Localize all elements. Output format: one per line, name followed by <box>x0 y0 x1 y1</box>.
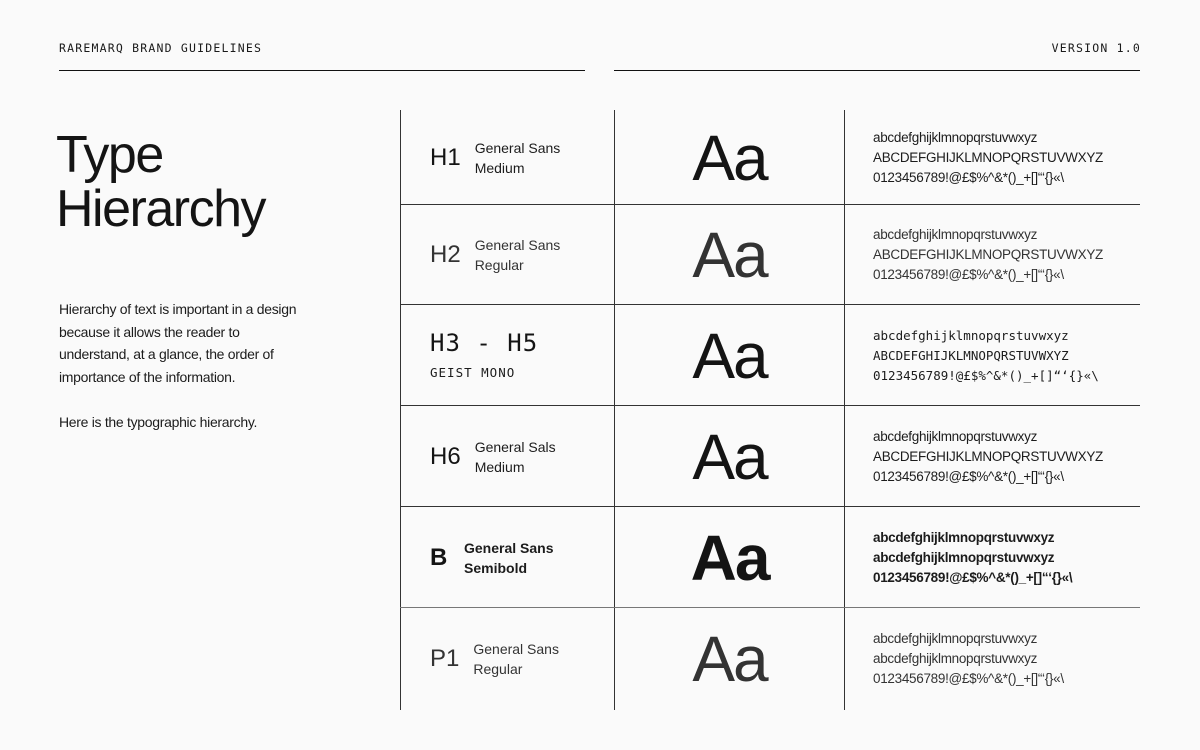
glyph-sample: Aa <box>692 420 767 493</box>
chars-lowercase: abcdefghijklmnopqrstuvwxyz <box>873 651 1038 666</box>
font-family: General Sals <box>474 438 556 455</box>
chars-lowercase: abcdefghijklmnopqrstuvwxyz <box>873 631 1038 646</box>
table-row-h2 <box>400 205 1140 305</box>
font-weight: Regular <box>473 661 523 677</box>
character-set <box>873 305 1099 406</box>
style-label-cell <box>430 305 552 406</box>
font-family: General Sans <box>474 237 561 253</box>
character-set <box>873 205 1103 305</box>
chars-lowercase: abcdefghijklmnopqrstuvwxyz <box>873 549 1055 565</box>
chars-lowercase: abcdefghijklmnopqrstuvwxyz <box>873 129 1038 145</box>
character-set <box>873 507 1072 608</box>
character-set <box>873 608 1064 710</box>
style-code: B <box>430 543 448 571</box>
chars-numerals-symbols: 0123456789!@£$%^&*()_+[]“‘{}«\ <box>873 468 1064 484</box>
style-label-cell <box>430 205 560 305</box>
chars-numerals-symbols: 0123456789!@£$%^&*()_+[]“‘{}«\ <box>873 169 1064 185</box>
table-row-h6 <box>400 406 1140 507</box>
font-weight: Regular <box>474 257 524 273</box>
font-name <box>464 538 554 578</box>
character-set <box>873 110 1103 205</box>
chars-numerals-symbols: 0123456789!@£$%^&*()_+[]“‘{}«\ <box>873 569 1073 585</box>
table-row-h3-h5 <box>400 305 1140 406</box>
header-divider-left <box>59 70 585 71</box>
header-divider-right <box>614 70 1140 71</box>
font-weight: Medium <box>474 458 525 475</box>
chars-lowercase: abcdefghijklmnopqrstuvwxyz <box>873 529 1055 545</box>
chars-uppercase: ABCDEFGHIJKLMNOPQRSTUVWXYZ <box>873 247 1103 262</box>
chars-uppercase: ABCDEFGHIJKLMNOPQRSTUVWXYZ <box>873 448 1103 464</box>
glyph-sample: Aa <box>692 121 767 194</box>
chars-numerals-symbols: 0123456789!@£$%^&*()_+[]“‘{}«\ <box>873 367 1099 383</box>
font-family: General Sans <box>474 139 561 156</box>
brand-label: RAREMARQ BRAND GUIDELINES <box>59 41 263 55</box>
font-family: General Sans <box>464 539 554 556</box>
glyph-sample: Aa <box>692 319 767 392</box>
glyph-sample: Aa <box>690 521 769 594</box>
table-row-b <box>400 507 1140 608</box>
description-paragraph: Hierarchy of text is important in a design because it allows the reader to understand, at a glance, the order of importance of the information. <box>59 301 297 385</box>
description <box>59 298 309 457</box>
font-family: General Sans <box>473 641 559 657</box>
font-name <box>475 437 556 477</box>
table-row-h1 <box>400 110 1140 205</box>
table-row-p1 <box>400 608 1140 710</box>
chars-lowercase: abcdefghijklmnopqrstuvwxyz <box>873 327 1069 343</box>
character-set <box>873 406 1103 507</box>
font-name: GEIST MONO <box>430 364 516 380</box>
style-label-cell <box>430 507 554 608</box>
style-code: P1 <box>430 645 460 672</box>
chars-uppercase: ABCDEFGHIJKLMNOPQRSTUVWXYZ <box>873 347 1069 363</box>
glyph-sample: Aa <box>692 219 767 291</box>
style-label-cell <box>430 110 560 205</box>
chars-numerals-symbols: 0123456789!@£$%^&*()_+[]“‘{}«\ <box>873 671 1064 686</box>
font-name <box>475 235 561 275</box>
style-code: H6 <box>430 442 461 470</box>
version-label: VERSION 1.0 <box>1051 41 1141 55</box>
style-code: H2 <box>430 241 461 268</box>
font-name <box>475 138 561 178</box>
chars-numerals-symbols: 0123456789!@£$%^&*()_+[]“‘{}«\ <box>873 267 1064 282</box>
style-code: H3 - H5 <box>430 328 539 357</box>
style-label-cell <box>430 406 556 507</box>
font-weight: Medium <box>474 159 525 176</box>
chars-lowercase: abcdefghijklmnopqrstuvwxyz <box>873 428 1038 444</box>
title-line-1: Type <box>56 126 163 184</box>
chars-uppercase: ABCDEFGHIJKLMNOPQRSTUVWXYZ <box>873 149 1103 165</box>
style-label-cell <box>430 608 559 710</box>
description-paragraph: Here is the typographic hierarchy. <box>59 414 258 430</box>
type-hierarchy-table <box>400 110 1140 710</box>
chars-lowercase: abcdefghijklmnopqrstuvwxyz <box>873 227 1038 242</box>
glyph-sample: Aa <box>692 623 767 695</box>
font-name <box>473 639 559 679</box>
page-title <box>56 128 265 236</box>
title-line-2: Hierarchy <box>56 180 265 238</box>
style-code: H1 <box>430 143 461 171</box>
font-weight: Semibold <box>464 559 528 576</box>
